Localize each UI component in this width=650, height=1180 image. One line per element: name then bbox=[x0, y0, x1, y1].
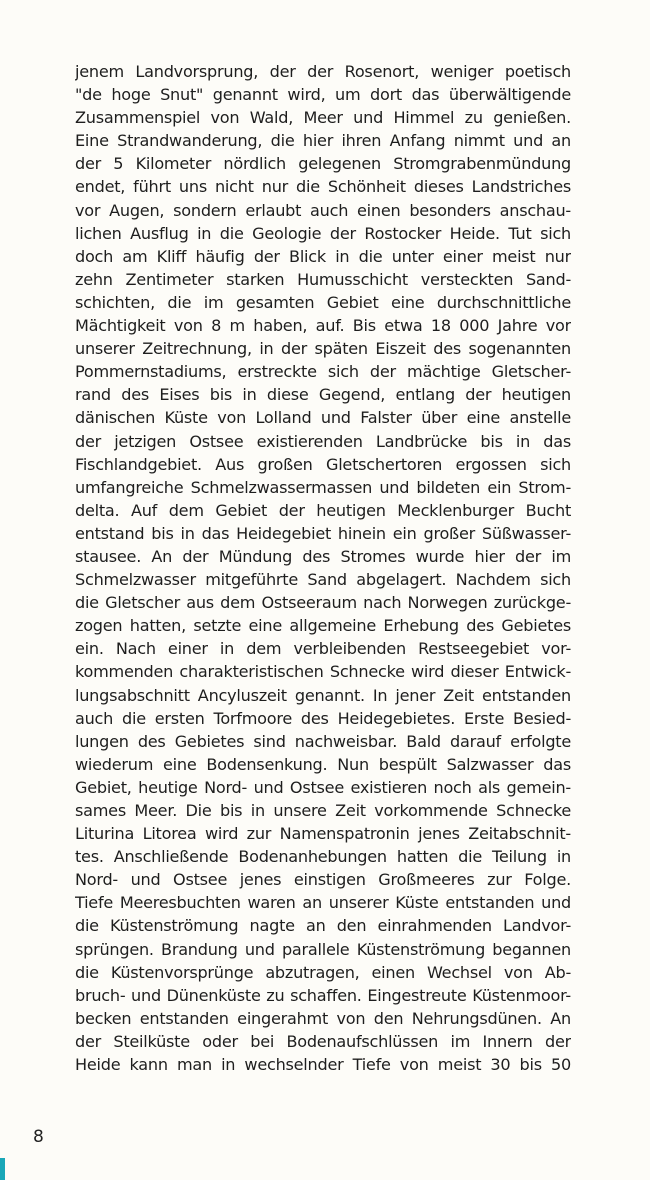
text-line: Eine Strandwanderung, die hier ihren Anfang nimmt und an bbox=[75, 131, 571, 151]
text-line: lungen des Gebietes sind nachweisbar. Bald darauf erfolgte bbox=[75, 731, 571, 751]
text-line: doch am Kliff häufig der Blick in die unter einer meist nur bbox=[75, 246, 571, 266]
text-line: Pommernstadiums, erstreckte sich der mächtige Gletscher- bbox=[75, 362, 571, 382]
text-line: becken entstanden eingerahmt von den Nehrungsdünen. An bbox=[75, 1008, 571, 1028]
text-line: stausee. An der Mündung des Stromes wurde hier der im bbox=[75, 546, 571, 566]
text-line: Gebiet, heutige Nord- und Ostsee existieren noch als gemein- bbox=[75, 777, 571, 797]
text-line: unserer Zeitrechnung, in der späten Eiszeit des sogenannten bbox=[75, 339, 571, 359]
text-line: die Gletscher aus dem Ostseeraum nach Norwegen zurückge- bbox=[75, 593, 571, 613]
text-line: Fischlandgebiet. Aus großen Gletschertoren ergossen sich bbox=[75, 454, 571, 474]
text-line: zogen hatten, setzte eine allgemeine Erhebung des Gebietes bbox=[75, 616, 571, 636]
text-line: Mächtigkeit von 8 m haben, auf. Bis etwa 18 000 Jahre vor bbox=[75, 316, 571, 336]
text-line: lungsabschnitt Ancyluszeit genannt. In jener Zeit entstanden bbox=[75, 685, 571, 705]
text-line: lichen Ausflug in die Geologie der Rostocker Heide. Tut sich bbox=[75, 223, 571, 243]
text-line: die Küstenströmung nagte an den einrahmenden Landvor- bbox=[75, 916, 571, 936]
text-line: Zusammenspiel von Wald, Meer und Himmel zu genießen. bbox=[75, 108, 571, 128]
body-text bbox=[75, 60, 571, 1076]
text-line: delta. Auf dem Gebiet der heutigen Mecklenburger Bucht bbox=[75, 500, 571, 520]
text-line: die Küstenvorsprünge abzutragen, einen Wechsel von Ab- bbox=[75, 962, 571, 982]
text-line: Heide kann man in wechselnder Tiefe von meist 30 bis 50 bbox=[75, 1055, 571, 1075]
text-line: der jetzigen Ostsee existierenden Landbrücke bis in das bbox=[75, 431, 571, 451]
page-number: 8 bbox=[33, 1127, 44, 1147]
text-line: ein. Nach einer in dem verbleibenden Restseegebiet vor- bbox=[75, 639, 571, 659]
text-line: Tiefe Meeresbuchten waren an unserer Küste entstanden und bbox=[75, 893, 571, 913]
text-line: kommenden charakteristischen Schnecke wird dieser Entwick- bbox=[75, 662, 571, 682]
text-line: vor Augen, sondern erlaubt auch einen besonders anschau- bbox=[75, 200, 571, 220]
text-line: bruch- und Dünenküste zu schaffen. Eingestreute Küstenmoor- bbox=[75, 985, 571, 1005]
text-line: sprüngen. Brandung und parallele Küstenströmung begannen bbox=[75, 939, 571, 959]
text-line: endet, führt uns nicht nur die Schönheit dieses Landstriches bbox=[75, 177, 571, 197]
text-line: jenem Landvorsprung, der der Rosenort, weniger poetisch bbox=[75, 62, 571, 81]
text-line: wiederum eine Bodensenkung. Nun bespült Salzwasser das bbox=[75, 754, 571, 774]
text-line: rand des Eises bis in diese Gegend, entlang der heutigen bbox=[75, 385, 571, 405]
text-line: sames Meer. Die bis in unsere Zeit vorkommende Schnecke bbox=[75, 801, 571, 820]
text-line: auch die ersten Torfmoore des Heidegebietes. Erste Besied- bbox=[75, 708, 571, 728]
text-line: der Steilküste oder bei Bodenaufschlüssen im Innern der bbox=[75, 1031, 571, 1051]
text-line: Liturina Litorea wird zur Namenspatronin jenes Zeitabschnit- bbox=[75, 824, 571, 844]
text-line: Nord- und Ostsee jenes einstigen Großmeeres zur Folge. bbox=[75, 870, 571, 890]
text-line: dänischen Küste von Lolland und Falster über eine anstelle bbox=[75, 408, 571, 428]
scan-edge-mark bbox=[0, 1158, 5, 1180]
text-line: umfangreiche Schmelzwassermassen und bildeten ein Strom- bbox=[75, 477, 571, 497]
text-line: entstand bis in das Heidegebiet hinein ein großer Süßwasser- bbox=[75, 523, 571, 543]
text-line: zehn Zentimeter starken Humusschicht versteckten Sand- bbox=[75, 269, 571, 289]
text-line: tes. Anschließende Bodenanhebungen hatten die Teilung in bbox=[75, 847, 571, 867]
text-line: Schmelzwasser mitgeführte Sand abgelagert. Nachdem sich bbox=[75, 570, 571, 590]
text-line: "de hoge Snut" genannt wird, um dort das überwältigende bbox=[75, 85, 571, 105]
text-line: der 5 Kilometer nördlich gelegenen Stromgrabenmündung bbox=[75, 154, 571, 174]
text-line: schichten, die im gesamten Gebiet eine durchschnittliche bbox=[75, 292, 571, 312]
